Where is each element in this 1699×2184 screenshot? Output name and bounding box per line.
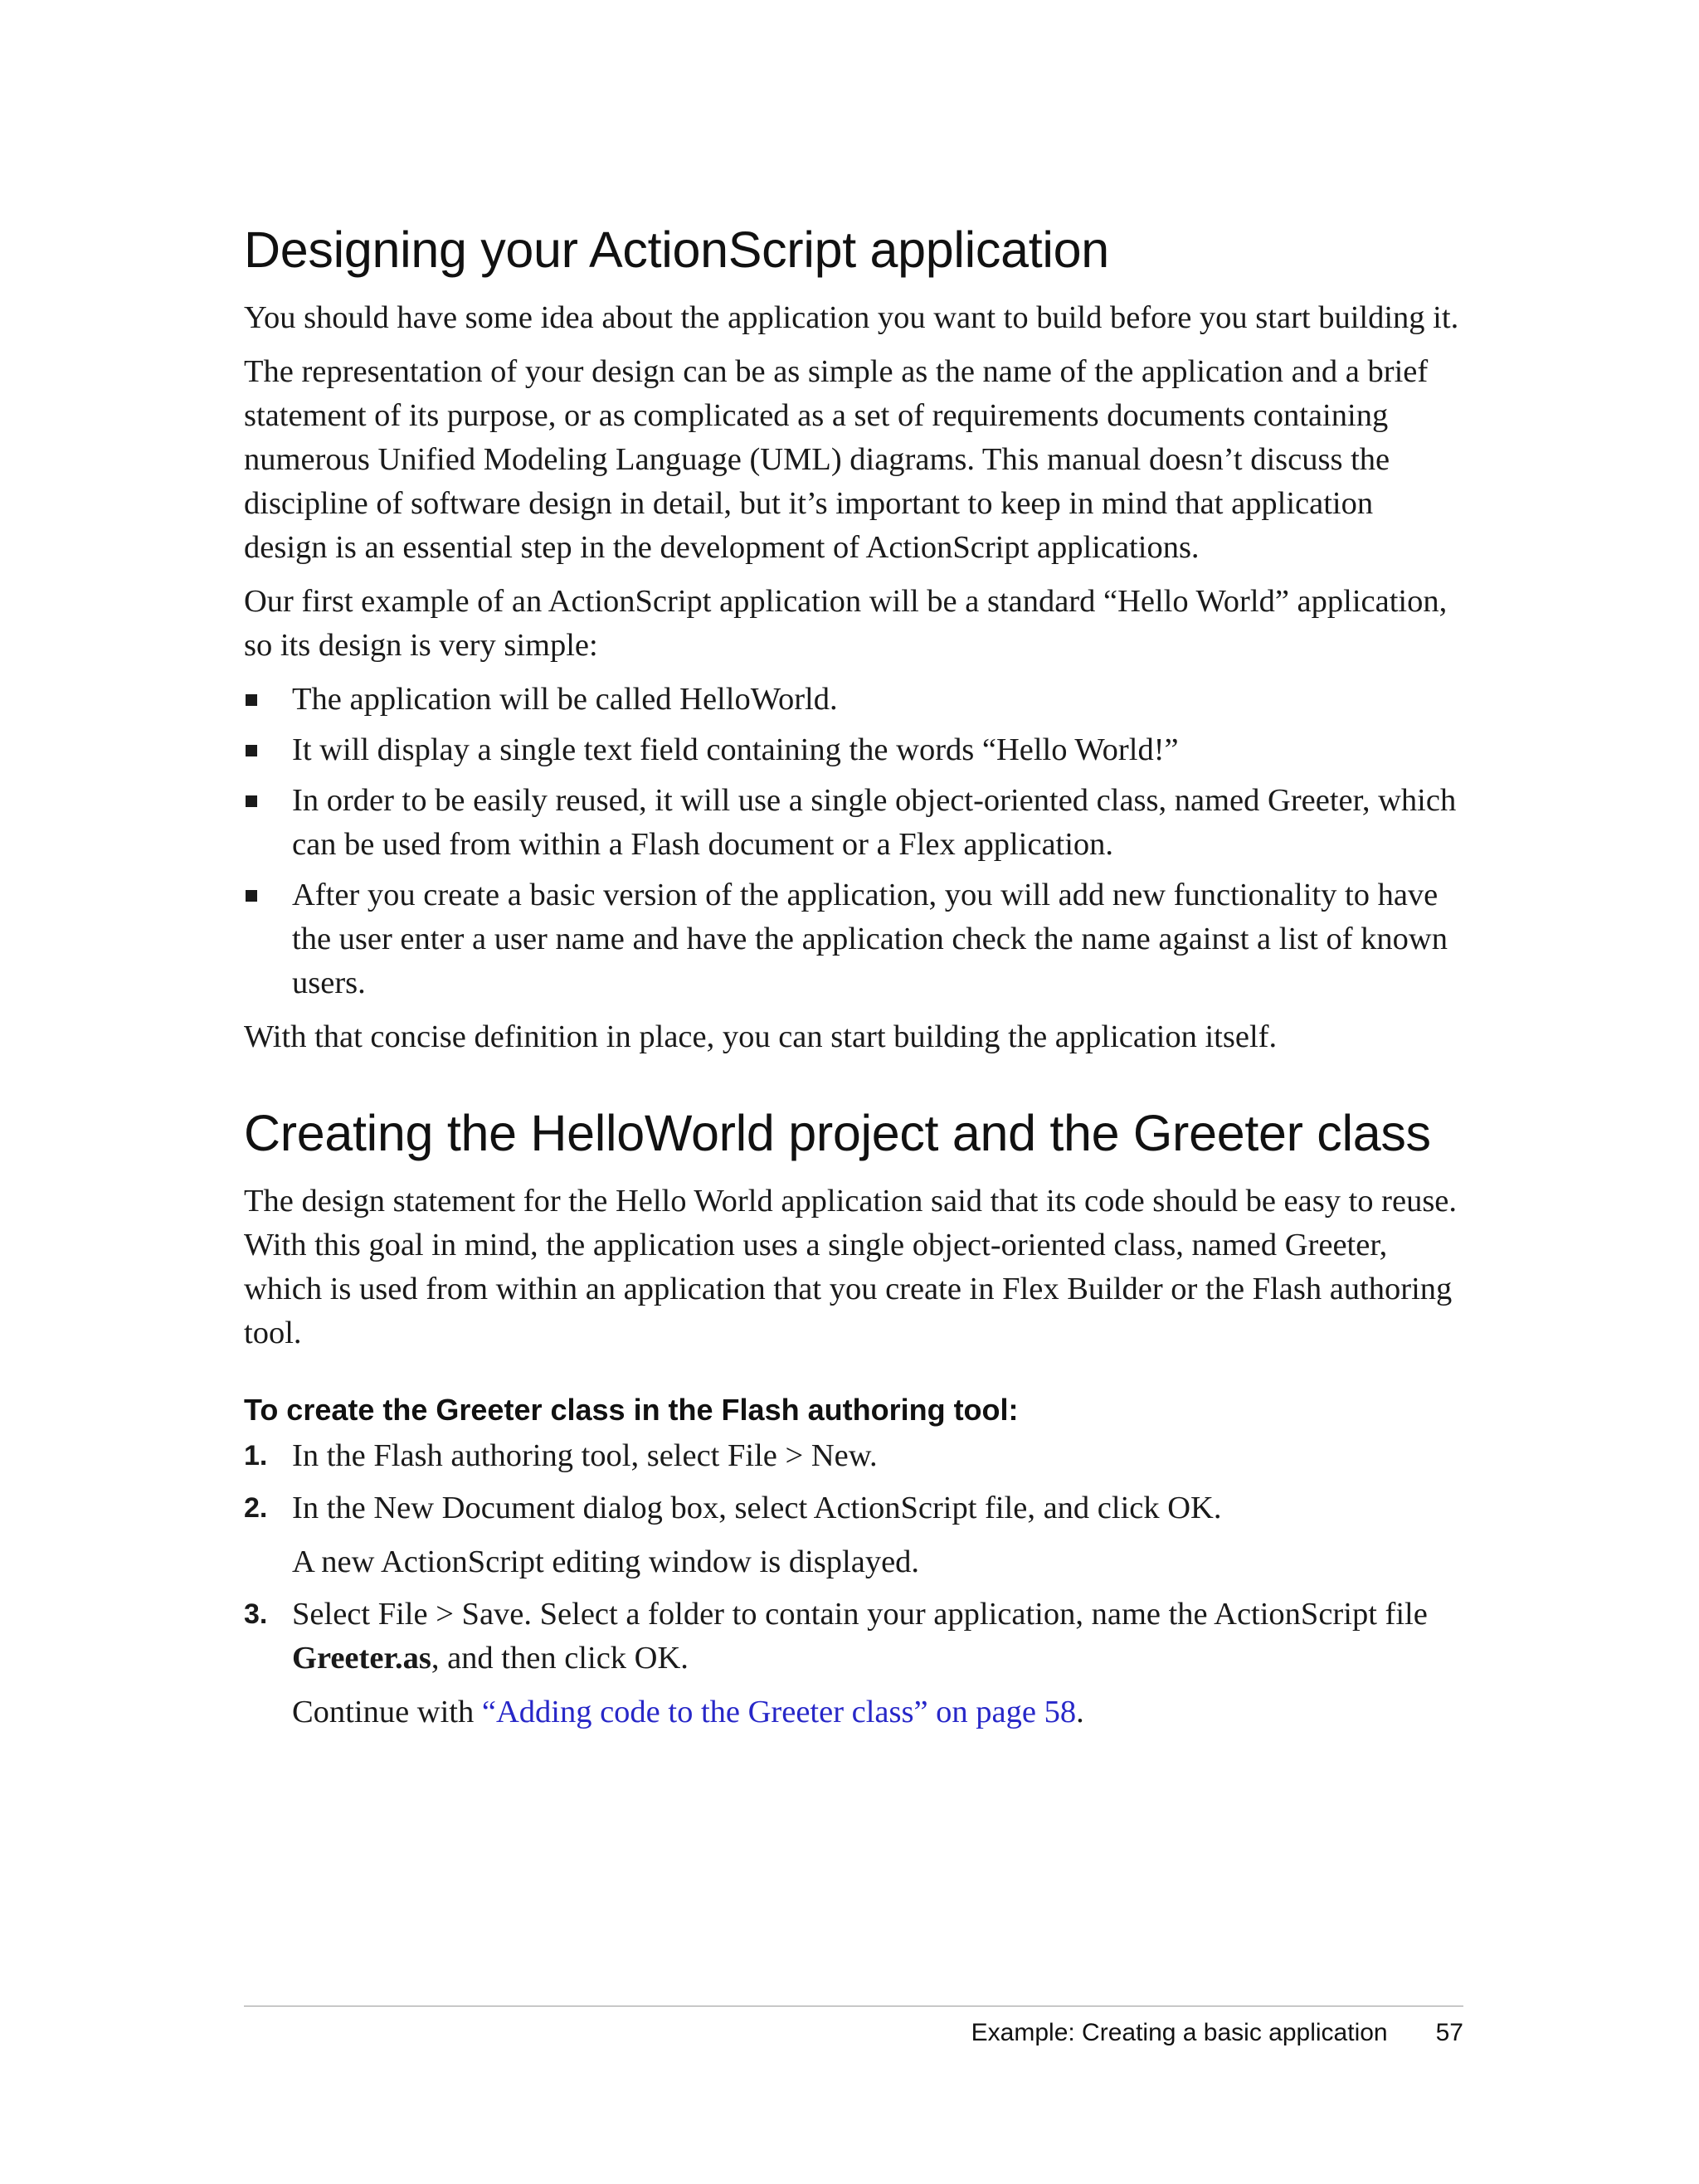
step-number: 2. bbox=[244, 1492, 268, 1525]
filename: Greeter.as bbox=[292, 1641, 431, 1676]
step-note: A new ActionScript editing window is displayed. bbox=[292, 1544, 920, 1580]
paragraph-representation: The representation of your design can be as simple as the name of the application and a brief statement of its purpose, or as complicated as a set of requirements documents containing numerous Unified Modeling Language (UML) diagrams. This manual doesn’t discuss the discipline of software design in detail, but it’s important to keep in mind that application design is an essential step in the development of ActionScript applications. bbox=[244, 354, 1429, 566]
document-page bbox=[244, 222, 1463, 1743]
step-text-after: , and then click OK. bbox=[431, 1641, 689, 1676]
cross-reference-link[interactable]: “Adding code to the Greeter class” on page 58 bbox=[481, 1695, 1077, 1730]
step-number: 3. bbox=[244, 1598, 268, 1631]
list-item-text: In order to be easily reused, it will use a single object-oriented class, named Greeter, which can be used from within a Flash document or a Flex application. bbox=[292, 783, 1457, 863]
continue-suffix: . bbox=[1076, 1695, 1084, 1730]
continue-prefix: Continue with bbox=[292, 1695, 482, 1730]
procedure-step bbox=[244, 1593, 1463, 1734]
square-bullet-icon bbox=[246, 745, 257, 756]
step-text: In the New Document dialog box, select ActionScript file, and click OK. bbox=[292, 1491, 1222, 1526]
step-continue bbox=[292, 1690, 1463, 1734]
square-bullet-icon bbox=[246, 694, 257, 706]
section-heading-designing: Designing your ActionScript application bbox=[244, 221, 1109, 278]
list-item bbox=[244, 728, 1463, 772]
procedure-step bbox=[244, 1486, 1463, 1584]
footer-chapter-title: Example: Creating a basic application bbox=[971, 2019, 1388, 2046]
list-item-text: After you create a basic version of the application, you will add new functionality to have the user enter a user name and have the application check the name against a list of known users. bbox=[292, 878, 1448, 1001]
square-bullet-icon bbox=[246, 890, 257, 902]
paragraph-first-example: Our first example of an ActionScript application will be a standard “Hello World” application, so its design is very simple: bbox=[244, 584, 1448, 664]
page-number: 57 bbox=[1435, 2019, 1463, 2046]
step-text-before: Select File > Save. Select a folder to contain your application, name the ActionScript file bbox=[292, 1597, 1428, 1632]
paragraph-design-statement: The design statement for the Hello World application said that its code should be easy to reuse. With this goal in mind, the application uses a single object-oriented class, named Greeter, which is used from within an application that you create in Flex Builder or the Flash authoring tool. bbox=[244, 1184, 1458, 1351]
square-bullet-icon bbox=[246, 795, 257, 807]
procedure-title: To create the Greeter class in the Flash authoring tool: bbox=[244, 1393, 1019, 1428]
paragraph-intro: You should have some idea about the application you want to build before you start building it. bbox=[244, 300, 1459, 336]
list-item-text: It will display a single text field containing the words “Hello World!” bbox=[292, 732, 1179, 768]
page-footer bbox=[244, 2019, 1463, 2047]
step-number: 1. bbox=[244, 1440, 268, 1472]
step-text bbox=[292, 1597, 1428, 1676]
step-text: In the Flash authoring tool, select File > New. bbox=[292, 1438, 878, 1474]
procedure-steps bbox=[244, 1434, 1463, 1734]
procedure-step bbox=[244, 1434, 1463, 1478]
list-item-text: The application will be called HelloWorld. bbox=[292, 682, 838, 717]
list-item bbox=[244, 873, 1463, 1005]
design-bullet-list bbox=[244, 678, 1463, 1005]
section-heading-creating: Creating the HelloWorld project and the Greeter class bbox=[244, 1105, 1431, 1162]
paragraph-concise-definition: With that concise definition in place, you can start building the application itself. bbox=[244, 1019, 1278, 1055]
list-item bbox=[244, 678, 1463, 722]
list-item bbox=[244, 779, 1463, 867]
